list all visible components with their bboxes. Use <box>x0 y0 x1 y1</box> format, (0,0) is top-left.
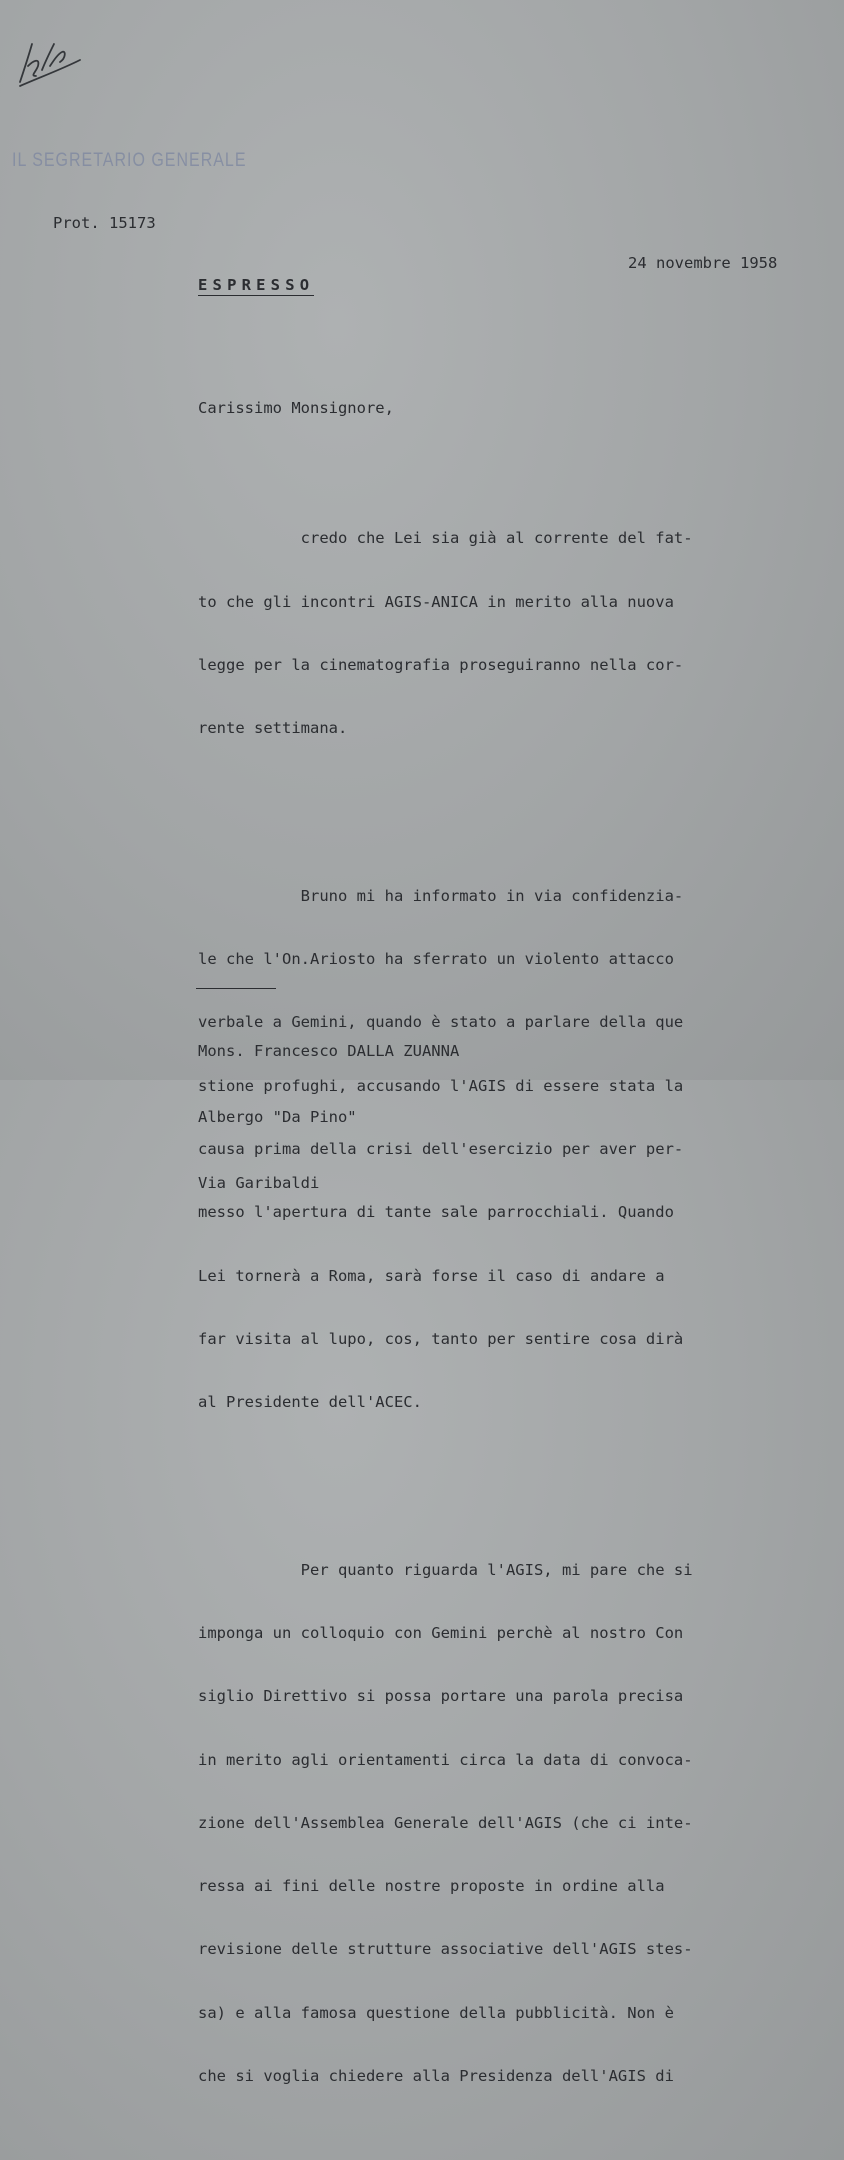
paragraph <box>198 486 808 781</box>
text-line: rente settimana. <box>198 719 348 738</box>
text-line: messo l'apertura di tante sale parrocchiali. Quando <box>198 1203 674 1222</box>
text-line: stione profughi, accusando l'AGIS di essere stata la <box>198 1076 684 1095</box>
text-line: zione dell'Assemblea Generale dell'AGIS (che ci inte- <box>198 1813 693 1832</box>
text-line: le che l'On.Ariosto ha sferrato un violento attacco <box>198 950 674 969</box>
separator-line <box>196 988 276 989</box>
text-line: al Presidente dell'ACEC. <box>198 1393 422 1412</box>
address-line: Mons. Francesco DALLA ZUANNA <box>198 1042 460 1060</box>
text-line: legge per la cinematografia proseguiranno nella cor- <box>198 655 684 674</box>
text-line: ressa ai fini delle nostre proposte in ordine alla <box>198 1877 665 1896</box>
text-line: imponga un colloquio con Gemini perchè al nostro Con <box>198 1624 684 1643</box>
text-line: Per quanto riguarda l'AGIS, mi pare che si <box>198 1560 693 1579</box>
stamp: IL SEGRETARIO GENERALE <box>12 150 247 171</box>
text-line: to che gli incontri AGIS-ANICA in merito alla nuova <box>198 592 674 611</box>
text-line: che si voglia chiedere alla Presidenza dell'AGIS di <box>198 2067 674 2086</box>
paragraph <box>198 1518 808 2130</box>
delivery-mark: ESPRESSO <box>198 276 315 294</box>
handwritten-initials <box>14 30 84 90</box>
text-line: verbale a Gemini, quando è stato a parlare della que <box>198 1013 684 1032</box>
text-line: far visita al lupo, cos, tanto per sentire cosa dirà <box>198 1329 684 1348</box>
salutation: Carissimo Monsignore, <box>198 399 394 417</box>
letter-date: 24 novembre 1958 <box>628 254 778 272</box>
protocol-number: Prot. 15173 <box>53 214 156 232</box>
address-line: Via Garibaldi <box>198 1174 320 1192</box>
text-line: siglio Direttivo si possa portare una parola precisa <box>198 1687 684 1706</box>
address-line: Albergo "Da Pino" <box>198 1108 357 1126</box>
letter-body <box>198 444 808 2160</box>
text-line: Lei tornerà a Roma, sarà forse il caso di andare a <box>198 1266 665 1285</box>
text-line: causa prima della crisi dell'esercizio per aver per- <box>198 1140 684 1158</box>
text-line: in merito agli orientamenti circa la data di convoca- <box>198 1750 693 1769</box>
text-line: credo che Lei sia già al corrente del fat- <box>198 529 693 548</box>
text-line: revisione delle strutture associative dell'AGIS stes- <box>198 1940 693 1959</box>
recipient-address <box>198 996 459 1238</box>
text-line: Bruno mi ha informato in via confidenzia- <box>198 886 684 905</box>
text-line: sa) e alla famosa questione della pubblicità. Non è <box>198 2003 674 2022</box>
